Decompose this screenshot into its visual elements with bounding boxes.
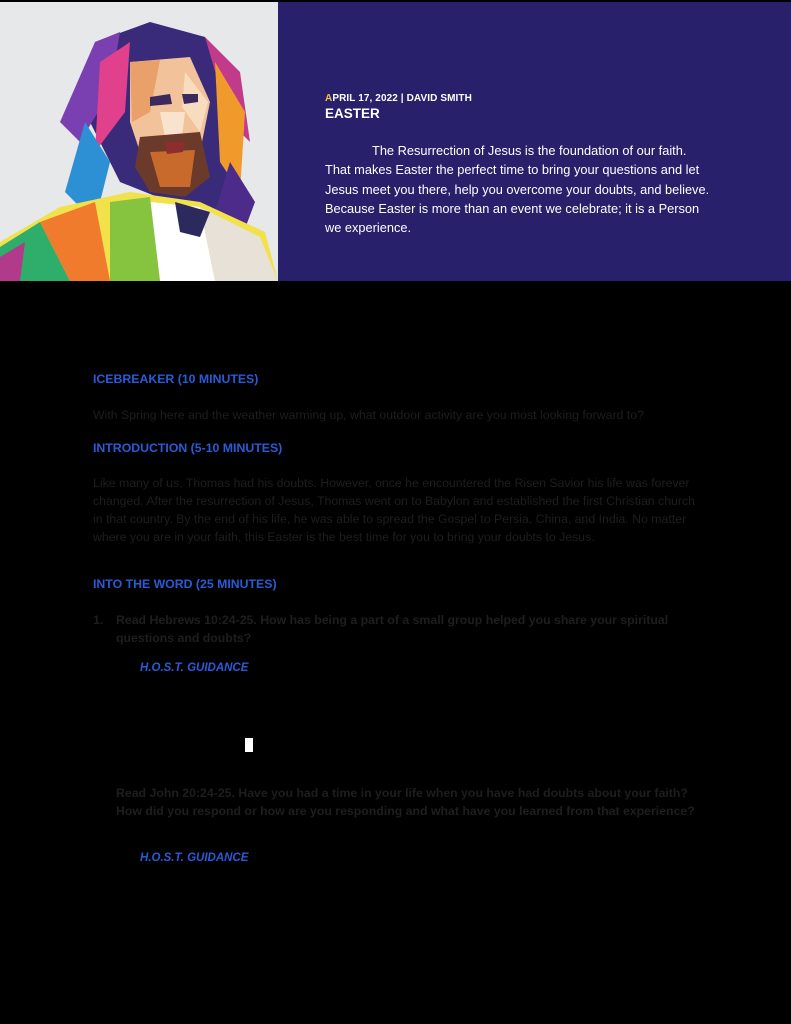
into-the-word-heading: INTO THE WORD (25 MINUTES) <box>93 577 277 591</box>
icebreaker-heading: ICEBREAKER (10 MINUTES) <box>93 372 259 386</box>
icebreaker-text: With Spring here and the weather warming up, what outdoor activity are you most looking forward to? <box>93 408 644 422</box>
portrait-image <box>0 2 278 281</box>
dateline-initial: A <box>325 93 333 104</box>
introduction-heading: INTRODUCTION (5-10 MINUTES) <box>93 441 283 455</box>
portrait-art <box>0 2 278 281</box>
question-1-text: Read Hebrews 10:24-25. How has being a part of a small group helped you share your spiritual questions and doubts? <box>116 613 669 645</box>
introduction-text: Like many of us, Thomas had his doubts. However, once he encountered the Risen Savior his life was forever changed. After the resurrection of Jesus, Thomas went on to Babylon and established the first Christian church in that country. By the end of his life, he was able to spread the Gospel to Persia, China, and India. No matter where you are in your faith, this Easter is the best time for you to bring your doubts to Jesus. <box>93 476 695 544</box>
question-2-guidance: H.O.S.T. GUIDANCE <box>140 852 249 864</box>
question-1-guidance: H.O.S.T. GUIDANCE <box>140 662 249 674</box>
banner <box>278 2 791 281</box>
cursor-marker <box>245 738 253 752</box>
question-2-text: Read John 20:24-25. Have you had a time in your life when you have had doubts about your faith? How did you respond or how are you responding and what have you learned from that experience? <box>116 786 695 818</box>
header <box>0 2 791 281</box>
dateline-text: PRIL 17, 2022 | DAVID SMITH <box>332 93 472 104</box>
question-1-number: 1. <box>93 613 104 627</box>
intro-paragraph: The Resurrection of Jesus is the foundation of our faith. That makes Easter the perfect time to bring your questions and let Jesus meet you there, help you overcome your doubts, and believe. Because Easter is more than an event we celebrate; it is a Person we experience. <box>325 143 710 236</box>
dateline <box>325 93 472 104</box>
page-title: EASTER <box>325 106 380 121</box>
